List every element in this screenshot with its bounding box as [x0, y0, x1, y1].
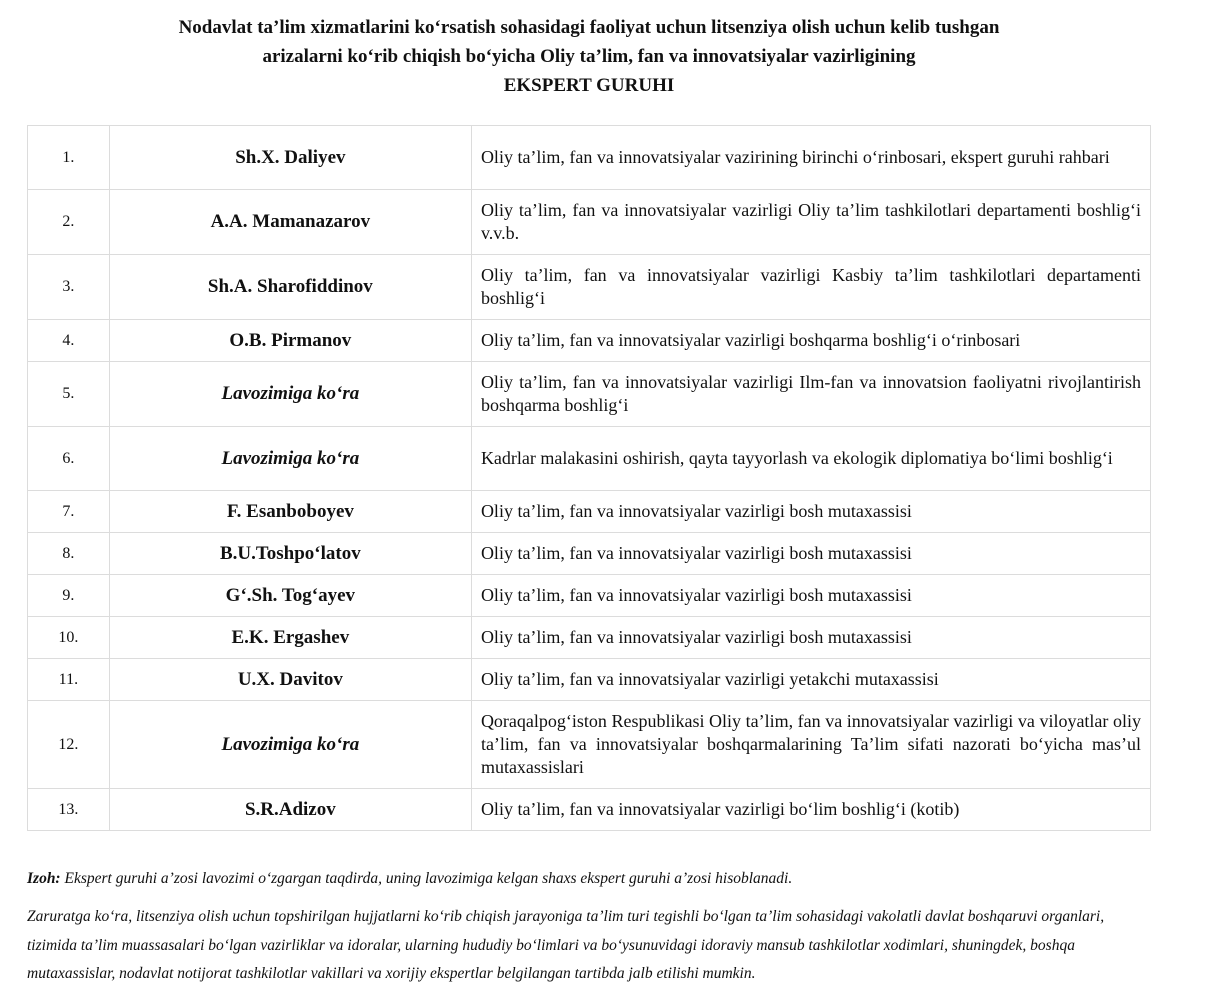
- member-name: E.K. Ergashev: [109, 617, 471, 659]
- member-role: Oliy ta’lim, fan va innovatsiyalar vazirligi Kasbiy ta’lim tashkilotlari departamenti boshligʻi: [471, 255, 1150, 320]
- member-number: 12.: [28, 701, 110, 789]
- title-line-1: Nodavlat ta’lim xizmatlarini koʻrsatish sohasidagi faoliyat uchun litsenziya olish uchun kelib tushgan: [178, 17, 1000, 38]
- member-role: Kadrlar malakasini oshirish, qayta tayyorlash va ekologik diplomatiya boʻlimi boshligʻi: [471, 427, 1150, 491]
- member-row: [28, 659, 1151, 701]
- member-row: [28, 362, 1151, 427]
- member-role: Oliy ta’lim, fan va innovatsiyalar vazirligi Oliy ta’lim tashkilotlari departamenti boshligʻi v.v.b.: [471, 190, 1150, 255]
- member-row: [28, 617, 1151, 659]
- member-number: 8.: [28, 533, 110, 575]
- member-name: A.A. Mamanazarov: [109, 190, 471, 255]
- note-1-text: Ekspert guruhi a’zosi lavozimi oʻzgargan taqdirda, uning lavozimiga kelgan shaxs ekspert guruhi a’zosi hisoblanadi.: [64, 870, 793, 887]
- member-rows: [28, 126, 1151, 831]
- member-number: 1.: [28, 126, 110, 190]
- member-number: 2.: [28, 190, 110, 255]
- member-row: [28, 533, 1151, 575]
- member-row: [28, 255, 1151, 320]
- member-name: Sh.X. Daliyev: [109, 126, 471, 190]
- member-name: Lavozimiga koʻra: [109, 701, 471, 789]
- member-row: [28, 491, 1151, 533]
- member-role: Qoraqalpogʻiston Respublikasi Oliy ta’lim, fan va innovatsiyalar vazirligi va viloyatlar oliy ta’lim, fan va innovatsiyalar boshqarmalarining Ta’lim sifati nazorati boʻyicha mas’ul mutaxassislari: [471, 701, 1150, 789]
- member-number: 3.: [28, 255, 110, 320]
- member-number: 5.: [28, 362, 110, 427]
- member-role: Oliy ta’lim, fan va innovatsiyalar vazirligi boshqarma boshligʻi oʻrinbosari: [471, 320, 1150, 362]
- member-name: Sh.A. Sharofiddinov: [109, 255, 471, 320]
- member-row: [28, 427, 1151, 491]
- member-row: [28, 190, 1151, 255]
- member-role: Oliy ta’lim, fan va innovatsiyalar vazirining birinchi oʻrinbosari, ekspert guruhi rahbari: [471, 126, 1150, 190]
- member-row: [28, 701, 1151, 789]
- title-line-3: EKSPERT GURUHI: [503, 75, 675, 96]
- member-role: Oliy ta’lim, fan va innovatsiyalar vazirligi Ilm-fan va innovatsion faoliyatni rivojlantirish boshqarma boshligʻi: [471, 362, 1150, 427]
- note-2: Zaruratga koʻra, litsenziya olish uchun topshirilgan hujjatlarni koʻrib chiqish jarayoniga ta’lim turi tegishli boʻlgan ta’lim sohasidagi vakolatli davlat boshqaruvi organlari, tizimida ta’lim muassasalari boʻlgan vazirliklar va idoralar, ularning hududiy boʻlimlari va boʻysunuvidagi idoraviy mansub tashkilotlar xodimlari, shuningdek, boshqa mutaxassislar, nodavlat notijorat tashkilotlar vakillari va xorijiy ekspertlar belgilangan tartibda jalb etilishi mumkin.: [27, 908, 1105, 982]
- title-line-2: arizalarni koʻrib chiqish boʻyicha Oliy ta’lim, fan va innovatsiyalar vazirligining: [262, 46, 916, 67]
- member-number: 4.: [28, 320, 110, 362]
- notes-section: [27, 868, 1157, 989]
- member-role: Oliy ta’lim, fan va innovatsiyalar vazirligi bosh mutaxassisi: [471, 575, 1150, 617]
- member-role: Oliy ta’lim, fan va innovatsiyalar vazirligi boʻlim boshligʻi (kotib): [471, 789, 1150, 831]
- member-role: Oliy ta’lim, fan va innovatsiyalar vazirligi bosh mutaxassisi: [471, 617, 1150, 659]
- document-title: [0, 13, 1178, 100]
- member-name: Gʻ.Sh. Togʻayev: [109, 575, 471, 617]
- member-number: 11.: [28, 659, 110, 701]
- member-name: B.U.Toshpoʻlatov: [109, 533, 471, 575]
- member-name: U.X. Davitov: [109, 659, 471, 701]
- member-name: F. Esanboboyev: [109, 491, 471, 533]
- expert-group-table: [27, 125, 1151, 831]
- member-name: Lavozimiga koʻra: [109, 427, 471, 491]
- note-1: [27, 868, 1157, 890]
- member-role: Oliy ta’lim, fan va innovatsiyalar vazirligi bosh mutaxassisi: [471, 491, 1150, 533]
- member-number: 9.: [28, 575, 110, 617]
- member-name: O.B. Pirmanov: [109, 320, 471, 362]
- member-row: [28, 126, 1151, 190]
- member-name: S.R.Adizov: [109, 789, 471, 831]
- member-number: 10.: [28, 617, 110, 659]
- member-number: 7.: [28, 491, 110, 533]
- note-label: Izoh:: [27, 870, 61, 887]
- member-row: [28, 789, 1151, 831]
- member-name: Lavozimiga koʻra: [109, 362, 471, 427]
- member-role: Oliy ta’lim, fan va innovatsiyalar vazirligi bosh mutaxassisi: [471, 533, 1150, 575]
- member-number: 13.: [28, 789, 110, 831]
- member-row: [28, 575, 1151, 617]
- member-row: [28, 320, 1151, 362]
- member-number: 6.: [28, 427, 110, 491]
- member-role: Oliy ta’lim, fan va innovatsiyalar vazirligi yetakchi mutaxassisi: [471, 659, 1150, 701]
